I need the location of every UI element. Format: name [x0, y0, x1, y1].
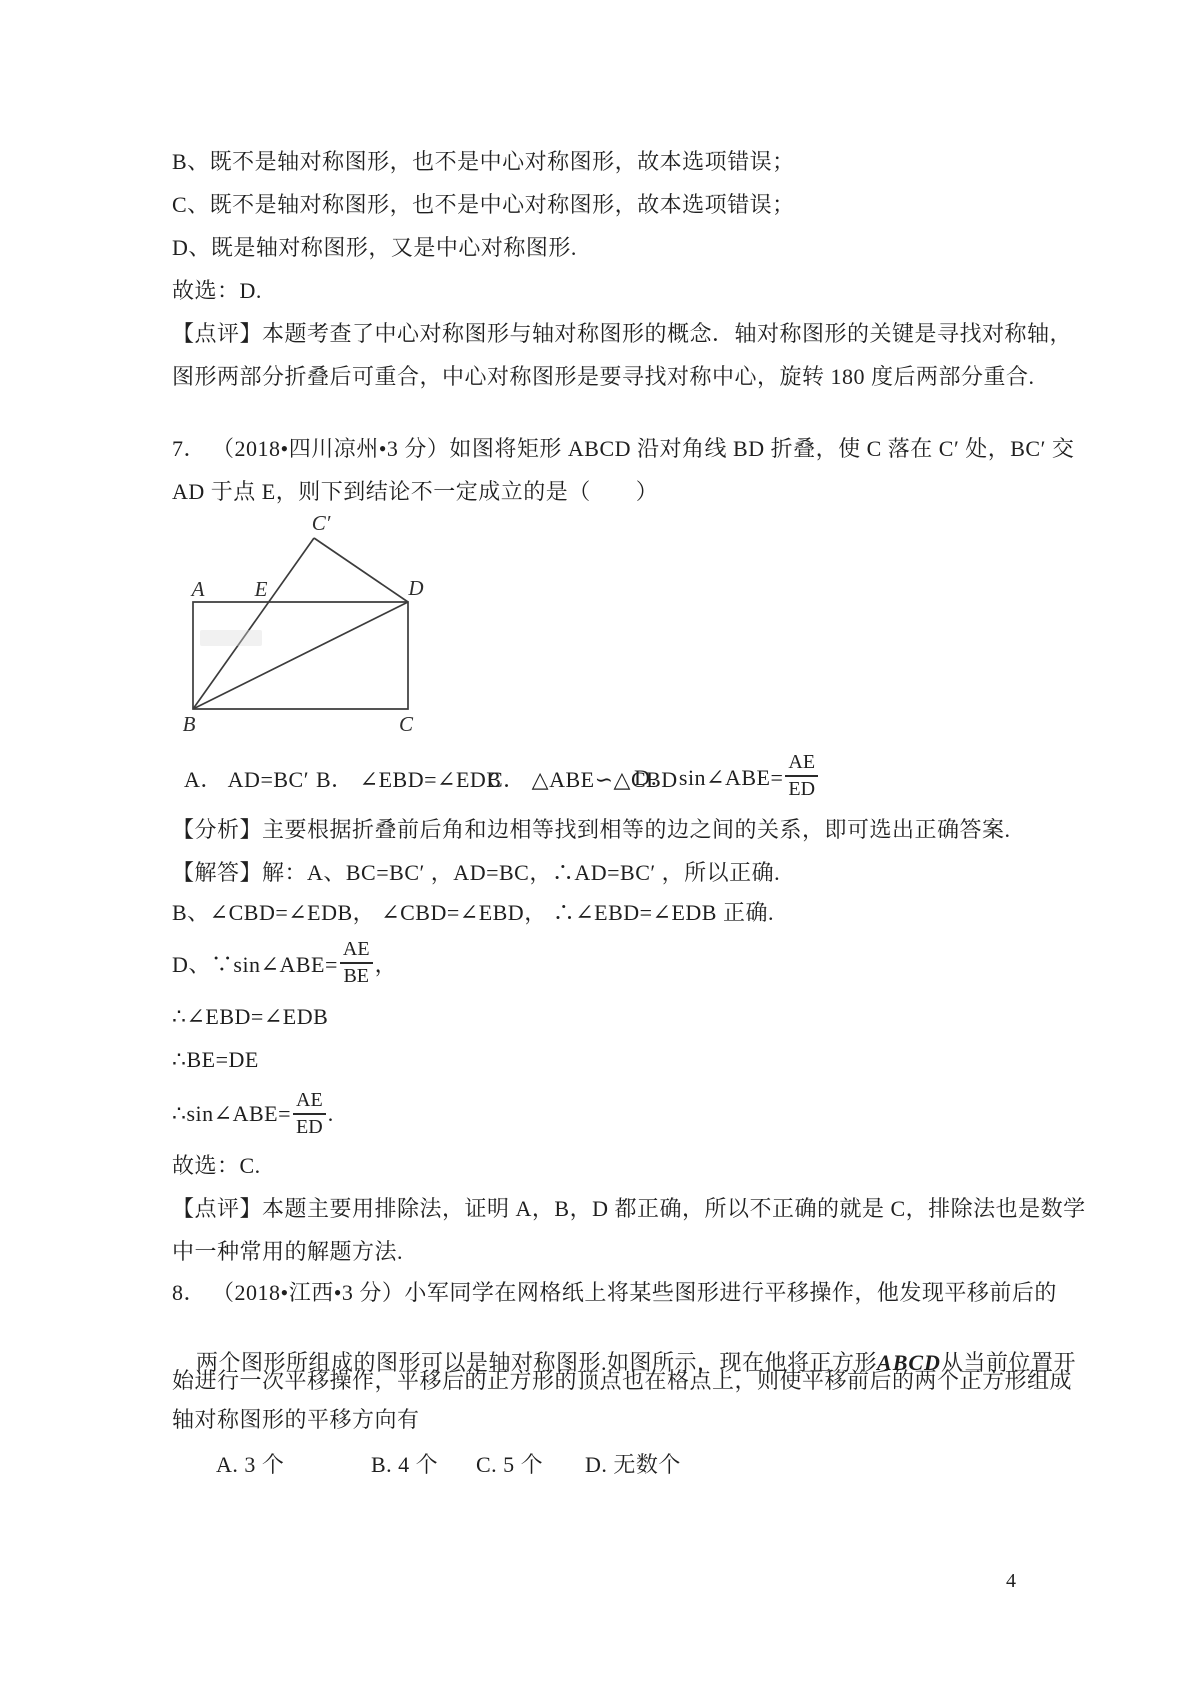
- q7-stem-line-2: AD 于点 E，则下到结论不一定成立的是（ ）: [172, 479, 659, 504]
- q7-conclusion-prefix: ∴sin∠ABE=: [172, 1101, 292, 1126]
- fraction-denominator: ED: [296, 1116, 323, 1138]
- q6-option-d-line: D、既是轴对称图形，又是中心对称图形.: [172, 235, 577, 260]
- q7-option-a: A． AD=BC′: [184, 767, 310, 792]
- fraction-numerator: AE: [293, 1089, 326, 1115]
- q7-figure-svg: [175, 503, 437, 739]
- q7-conclusion-suffix: .: [327, 1101, 334, 1126]
- fraction-denominator: ED: [788, 778, 816, 800]
- q7-solve-d-fraction: [340, 938, 373, 988]
- q7-option-d-prefix: D． sin∠ABE=: [634, 764, 784, 790]
- vertex-label-a: A: [191, 577, 205, 601]
- q7-figure: [175, 503, 437, 744]
- q7-options-row: [0, 747, 1200, 805]
- q7-analysis-line: 【分析】主要根据折叠前后角和边相等找到相等的边之间的关系，即可选出正确答案.: [172, 817, 1011, 842]
- q7-solve-d-prefix: D、∵sin∠ABE=: [172, 951, 338, 977]
- q7-answer-line: 故选：C.: [172, 1153, 261, 1178]
- fraction-numerator: AE: [340, 938, 373, 964]
- line-cprime-d: [314, 538, 408, 602]
- q7-solve-line-4: ∴∠EBD=∠EDB: [172, 1004, 329, 1029]
- q7-solve-line-5: ∴BE=DE: [172, 1047, 259, 1072]
- q7-option-b: B． ∠EBD=∠EDB: [316, 767, 502, 792]
- vertex-label-e: E: [254, 577, 268, 601]
- q8-square-abcd-label: ABCD: [877, 1350, 941, 1375]
- vertex-label-cprime: C′: [311, 511, 331, 535]
- q7-comment-line-2: 中一种常用的解题方法.: [172, 1239, 404, 1264]
- q8-stem-line-2-post: 从当前位置开: [940, 1350, 1076, 1375]
- q7-conclusion-fraction: [293, 1089, 326, 1139]
- page-number: 4: [1006, 1570, 1016, 1592]
- q7-solve-d-suffix: ，: [374, 951, 398, 977]
- q8-stem-line-4: 轴对称图形的平移方向有: [172, 1407, 420, 1432]
- scan-artifact: [200, 630, 262, 646]
- q7-option-c: C． △ABE∽△CBD: [488, 767, 678, 792]
- q8-option-c: C. 5 个: [476, 1452, 544, 1477]
- q8-option-d: D. 无数个: [585, 1452, 681, 1477]
- q7-conclusion-line: [172, 1085, 334, 1143]
- q6-answer-line: 故选：D.: [172, 278, 262, 303]
- q6-comment-line-1: 【点评】本题考查了中心对称图形与轴对称图形的概念．轴对称图形的关键是寻找对称轴，: [172, 321, 1073, 346]
- q8-stem-line-1: 8． （2018•江西•3 分）小军同学在网格纸上将某些图形进行平移操作，他发现平移前后的: [172, 1280, 1057, 1305]
- diagonal-bd: [193, 602, 408, 709]
- q7-solve-line-1: 【解答】解：A、BC=BC′ ，AD=BC，∴AD=BC′ ，所以正确.: [172, 860, 781, 885]
- q7-solve-line-2: B、∠CBD=∠EDB， ∠CBD=∠EBD， ∴∠EBD=∠EDB 正确.: [172, 900, 774, 925]
- q7-comment-line-1: 【点评】本题主要用排除法，证明 A，B，D 都正确，所以不正确的就是 C，排除法也是数学: [172, 1196, 1086, 1221]
- q7-option-d: [634, 747, 820, 805]
- q8-option-a: A. 3 个: [216, 1452, 285, 1477]
- q6-option-c-line: C、既不是轴对称图形，也不是中心对称图形，故本选项错误；: [172, 192, 795, 217]
- q6-option-b-line: B、既不是轴对称图形，也不是中心对称图形，故本选项错误；: [172, 149, 795, 174]
- vertex-label-b: B: [182, 712, 196, 736]
- q8-stem-line-3: 始进行一次平移操作，平移后的正方形的顶点也在格点上，则使平移前后的两个正方形组成: [172, 1368, 1073, 1393]
- q7-option-d-fraction: [785, 751, 818, 801]
- vertex-label-d: D: [408, 576, 424, 600]
- q6-comment-line-2: 图形两部分折叠后可重合，中心对称图形是要寻找对称中心，旋转 180 度后两部分重合.: [172, 364, 1035, 389]
- fraction-denominator: BE: [343, 965, 370, 987]
- q7-solve-line-d: [172, 934, 397, 992]
- q8-option-b: B. 4 个: [371, 1452, 439, 1477]
- line-b-cprime: [193, 538, 314, 709]
- q7-stem-line-1: 7． （2018•四川凉州•3 分）如图将矩形 ABCD 沿对角线 BD 折叠，使 C 落在 C′ 处，BC′ 交: [172, 436, 1075, 461]
- q8-options-row: [0, 1432, 1200, 1490]
- fraction-numerator: AE: [785, 751, 818, 777]
- q8-stem-line-2-pre: 两个图形所组成的图形可以是轴对称图形.如图所示，现在他将正方形: [196, 1350, 878, 1375]
- vertex-label-c: C: [398, 712, 414, 736]
